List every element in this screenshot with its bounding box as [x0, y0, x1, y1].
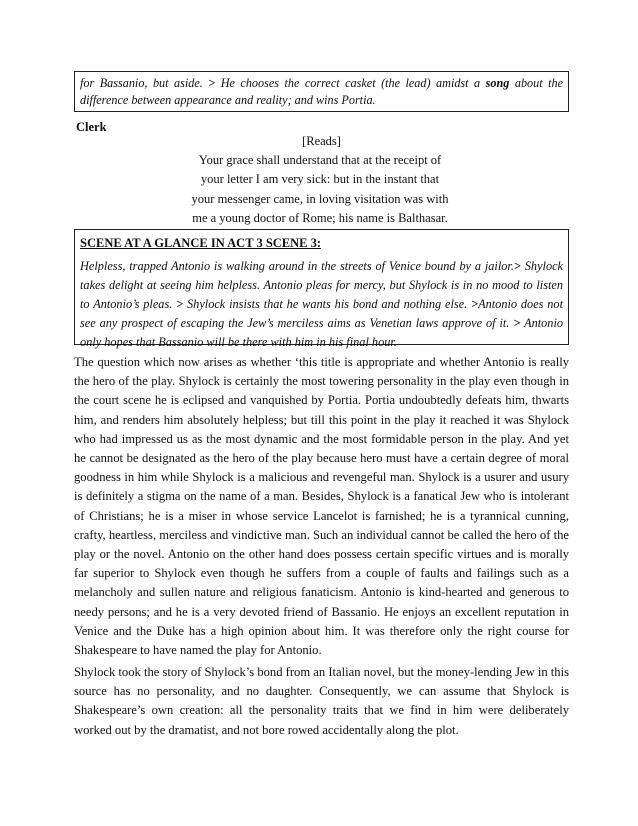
verse-line: your messenger came, in loving visitation was with	[191, 191, 449, 206]
verse-line: Your grace shall understand that at the receipt of	[198, 153, 442, 167]
summary-text-part: He chooses the correct casket (the lead) amidst a	[215, 76, 486, 90]
scene-at-a-glance-box	[74, 229, 569, 349]
summary-text-part: about the difference between appearance and reality; and wins Portia.	[80, 76, 563, 107]
verse-block	[168, 151, 472, 229]
scene-summary	[80, 257, 563, 352]
scene-segment: Antonio only hopes that Bassanio will be there with him in his final hour.	[80, 316, 564, 349]
arrow-marker: >	[176, 297, 184, 311]
highlight-word: song	[485, 76, 510, 90]
scene-segment: Antonio does not see any prospect of escaping the Jew’s merciless aims as Venetian laws approve of it.	[80, 297, 563, 330]
body-paragraph-2: Shylock took the story of Shylock’s bond from an Italian novel, but the money-lending Jew in this source has no personality, and no daughter. Consequently, we can assume that Shylock is Shakespeare’s own creation: all the personality traits that we find in him were deliberately worked out by the dramatist, and not bore rowed accidentally along the plot.	[74, 665, 569, 737]
speaker-name: Clerk	[76, 120, 107, 134]
arrow-marker: >	[513, 259, 521, 273]
summary-text-part: for Bassanio, but aside.	[80, 76, 209, 90]
scene-segment: Shylock insists that he wants his bond and nothing else.	[183, 297, 472, 311]
verse-line: your letter I am very sick: but in the instant that	[200, 172, 440, 187]
scene-segment: Shylock takes delight at seeing him helpless. Antonio pleas for mercy, but Shylock is in no mood to listen to Antonio’s pleas.	[80, 259, 564, 311]
body-paragraph-1: The question which now arises as whether ‘this title is appropriate and whether Antonio is really the hero of the play. Shylock is certainly the most towering personality in the play even though in the court scene he is eclipsed and vanquished by Portia. Portia undoubtedly defeats him, thwarts him, and renders him absolutely helpless; but till this point in the play it reached it was Shylock who had impressed us as the most dynamic and the most formidable person in the play. And yet he cannot be designated as the hero of the play because hero must have a certain degree of moral goodness in him while Shylock is a malicious and revengeful man. Shylock is a usurer and usury is definitely a stigma on the name of a man. Besides, Shylock is a fanatical Jew who is intolerant of Christians; he is a miser in whose service Lancelot is farnished; he is a tyrannical cunning, crafty, heartless, merciless and vindictive man. Such an individual cannot be called the hero of the play or the novel. Antonio on the other hand does possess certain specific virtues and is morally far superior to Shylock even though he suffers from a couple of faults and failings such as a melancholy and sullen nature and religious fanaticism. Antonio is kind-hearted and generous to needy persons; and he is a very devoted friend of Bassanio. He enjoys an excellent reputation in Venice and the Duke has a high opinion about him. It was therefore only the right course for Shakespeare to have named the play for Antonio.	[74, 355, 569, 658]
verse-line: me a young doctor of Rome; his name is Balthasar.	[192, 211, 448, 226]
scene-title: SCENE AT A GLANCE IN ACT 3 SCENE 3:	[80, 236, 322, 250]
arrow-marker: >	[513, 316, 521, 330]
summary-text	[80, 75, 563, 109]
arrow-marker: >	[471, 297, 479, 311]
scene-segment: Helpless, trapped Antonio is walking around in the streets of Venice bound by a jailor.	[80, 259, 514, 273]
arrow-marker: >	[208, 76, 216, 90]
stage-direction: [Reads]	[302, 134, 341, 148]
summary-box-top	[74, 71, 569, 112]
